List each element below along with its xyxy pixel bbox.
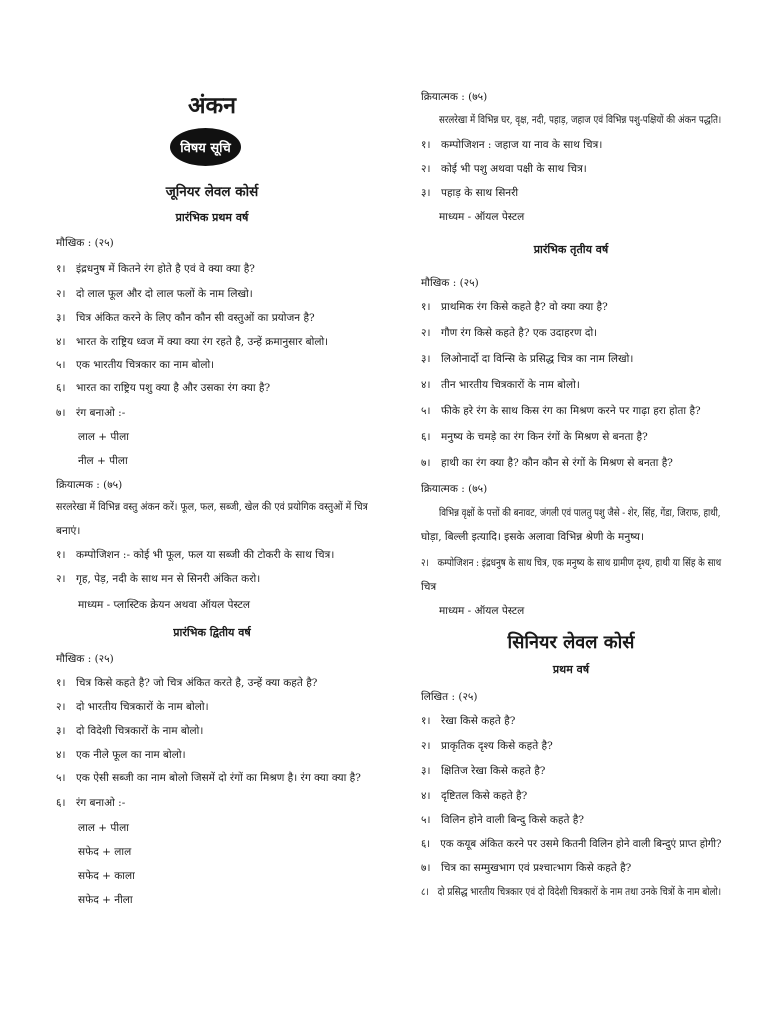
list-item: ४। दृष्टितल किसे कहते है? xyxy=(421,790,528,802)
written-heading: लिखित : (२५) xyxy=(421,691,478,703)
list-item: १। इंद्रधनुष में कितने रंग होते है एवं वे क्या क्या है? xyxy=(56,263,255,275)
practical-heading-3: क्रियात्मक : (७५) xyxy=(421,483,488,495)
list-item: २। दो भारतीय चित्रकारों के नाम बोलो। xyxy=(56,701,209,713)
list-item: ३। क्षितिज रेखा किसे कहते है? xyxy=(421,765,546,777)
list-item: २। कोई भी पशु अथवा पक्षी के साथ चित्र। xyxy=(421,163,587,175)
color-mix: लाल + पीला xyxy=(78,431,129,443)
color-mix: सफेद + काला xyxy=(78,870,135,882)
list-item: ४। तीन भारतीय चित्रकारों के नाम बोलो। xyxy=(421,379,580,391)
practical-heading-1: क्रियात्मक : (७५) xyxy=(56,479,123,491)
page-title: अंकन xyxy=(187,92,236,119)
medium-note: माध्यम - ऑयल पेस्टल xyxy=(439,605,525,617)
list-item: ६। एक कयूब अंकित करने पर उसमे कितनी विलिन होने वाली बिन्दुएं प्राप्त होगी? xyxy=(421,838,722,850)
contents-badge: विषय सूचि xyxy=(170,128,241,166)
oral-heading-1: मौखिक : (२५) xyxy=(56,237,114,249)
list-item: ७। रंग बनाओ :- xyxy=(56,407,126,419)
list-item: १। कम्पोजिशन :- कोई भी फूल, फल या सब्जी की टोकरी के साथ चित्र। xyxy=(56,549,335,561)
color-mix: सफेद + नीला xyxy=(78,894,133,906)
list-item: ३। लिओनार्दो दा विन्सि के प्रसिद्ध चित्र का नाम लिखो। xyxy=(421,353,634,365)
list-item: ३। दो विदेशी चित्रकारों के नाम बोलो। xyxy=(56,725,204,737)
color-mix: सफेद + लाल xyxy=(78,846,132,858)
senior-course-heading: सिनियर लेवल कोर्स xyxy=(507,632,635,653)
list-item: ६। रंग बनाओ :- xyxy=(56,797,126,809)
list-item: ४। एक नीले फूल का नाम बोलो। xyxy=(56,749,186,761)
junior-course-heading: जूनियर लेवल कोर्स xyxy=(165,184,259,200)
list-item: २। गौण रंग किसे कहते है? एक उदाहरण दो। xyxy=(421,327,598,339)
practical-paragraph: घोड़ा, बिल्ली इत्यादि। इसके अलावा विभिन्न श्रेणी के मनुष्य। xyxy=(421,531,644,543)
list-item: ६। भारत का राष्ट्रिय पशु क्या है और उसका रंग क्या है? xyxy=(56,382,271,394)
list-item: ३। चित्र अंकित करने के लिए कौन कौन सी वस्तुओं का प्रयोजन है? xyxy=(56,312,315,324)
list-item: ५। एक ऐसी सब्जी का नाम बोलो जिसमें दो रंगों का मिश्रण है। रंग क्या क्या है? xyxy=(56,772,361,784)
medium-note: माध्यम - प्लास्टिक क्रेयन अथवा ऑयल पेस्टल xyxy=(78,599,250,611)
list-item: २। दो लाल फूल और दो लाल फलों के नाम लिखो। xyxy=(56,288,253,300)
list-item: ५। एक भारतीय चित्रकार का नाम बोलो। xyxy=(56,359,215,371)
color-mix: लाल + पीला xyxy=(78,822,129,834)
oral-heading-2: मौखिक : (२५) xyxy=(56,653,114,665)
color-mix: नील + पीला xyxy=(78,455,128,467)
year-heading-3: प्रारंभिक तृतीय वर्ष xyxy=(533,243,609,256)
list-item: ६। मनुष्य के चमड़े का रंग किन रंगों के मिश्रण से बनता है? xyxy=(421,431,648,443)
list-item: ३। पहाड़ के साथ सिनरी xyxy=(421,187,519,199)
year-heading-1: प्रारंभिक प्रथम वर्ष xyxy=(175,211,249,224)
list-item: २। कम्पोजिशन : इंद्रधनुष के साथ चित्र, एक मनुष्य के साथ ग्रामीण दृश्य, हाथी या सिंह के साथ xyxy=(421,557,722,569)
practical-paragraph: विभिन्न वृक्षों के पत्तों की बनावट, जंगली एवं पालतु पशु जैसे - शेर, सिंह, गेंडा, जिराफ, हाथी, xyxy=(439,507,721,519)
medium-note: माध्यम - ऑयल पेस्टल xyxy=(439,211,525,223)
list-item: २। गृह, पेड़, नदी के साथ मन से सिनरी अंकित करो। xyxy=(56,573,261,585)
list-item: २। प्राकृतिक दृश्य किसे कहते है? xyxy=(421,740,553,752)
practical-paragraph: सरलरेखा में विभिन्न घर, वृक्ष, नदी, पहाड़, जहाज एवं विभिन्न पशु-पक्षियों की अंकन पद्धति। xyxy=(439,114,722,126)
senior-year-heading: प्रथम वर्ष xyxy=(552,663,590,676)
list-item: ५। फीके हरे रंग के साथ किस रंग का मिश्रण करने पर गाढ़ा हरा होता है? xyxy=(421,405,701,417)
list-item: ८। दो प्रसिद्ध भारतीय चित्रकार एवं दो विदेशी चित्रकारों के नाम तथा उनके चित्रों के नाम बोलो। xyxy=(421,886,722,898)
year-heading-2: प्रारंभिक द्वितीय वर्ष xyxy=(173,626,251,639)
practical-paragraph: सरलरेखा में विभिन्न वस्तु अंकन करें। फूल, फल, सब्जी, खेल की एवं प्रयोगिक वस्तुओं में चित्र xyxy=(56,501,368,513)
practical-heading-2: क्रियात्मक : (७५) xyxy=(421,91,488,103)
list-item-continuation: चित्र xyxy=(421,581,437,593)
list-item: ७। हाथी का रंग क्या है? कौन कौन से रंगों के मिश्रण से बनता है? xyxy=(421,457,673,469)
list-item: १। कम्पोजिशन : जहाज या नाव के साथ चित्र। xyxy=(421,139,603,151)
list-item: ५। विलिन होने वाली बिन्दु किसे कहते है? xyxy=(421,814,585,826)
practical-paragraph: बनाएं। xyxy=(56,525,81,537)
list-item: ७। चित्र का सम्मुखभाग एवं प्रश्चात्भाग किसे कहते है? xyxy=(421,862,632,874)
list-item: ४। भारत के राष्ट्रिय ध्वज में क्या क्या रंग रहते है, उन्हें क्रमानुसार बोलो। xyxy=(56,336,329,348)
list-item: १। प्राथमिक रंग किसे कहते है? वो क्या क्या है? xyxy=(421,301,608,313)
list-item: १। चित्र किसे कहते है? जो चित्र अंकित करते है, उन्हें क्या कहते है? xyxy=(56,677,318,689)
list-item: १। रेखा किसे कहते है? xyxy=(421,715,516,727)
oral-heading-3: मौखिक : (२५) xyxy=(421,277,479,289)
